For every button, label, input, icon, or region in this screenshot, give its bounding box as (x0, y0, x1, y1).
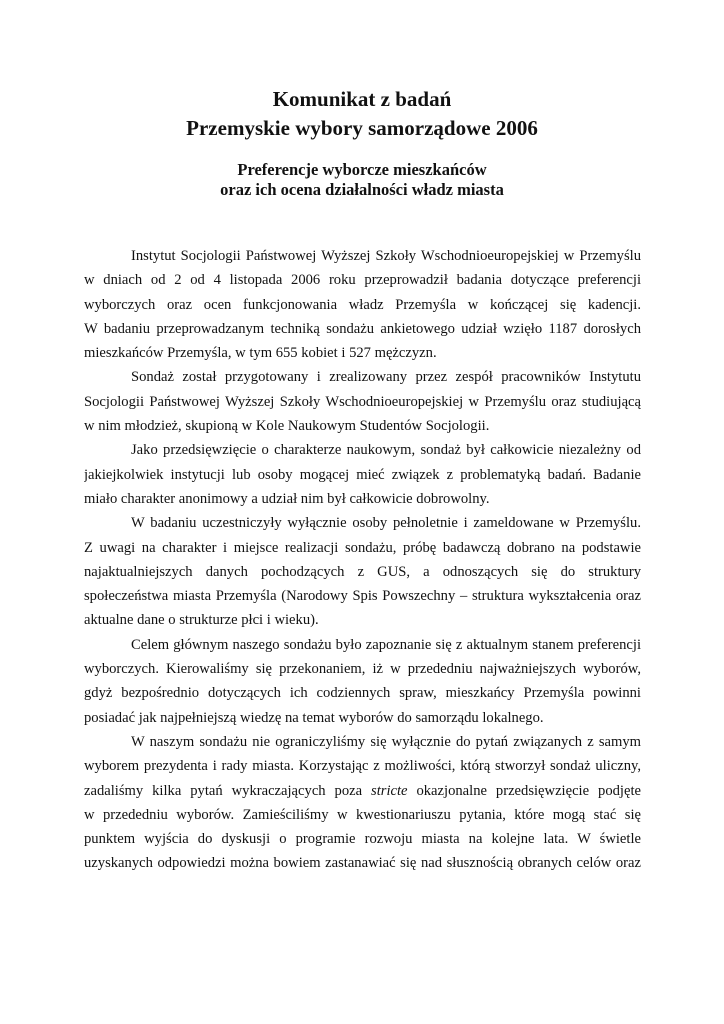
paragraph-6 (84, 730, 641, 876)
text-line: wyborczych. Kierowaliśmy się przekonaniem, iż w przededniu najważniejszych wyborów, (84, 661, 641, 678)
report-title-line-2: Przemyskie wybory samorządowe 2006 (186, 116, 538, 140)
text-line: Celem głównym naszego sondażu było zapoznanie się z aktualnym stanem preferencji (131, 636, 641, 653)
text-line: Jako przedsięwzięcie o charakterze naukowym, sondaż był całkowicie niezależny od (131, 442, 641, 459)
report-subtitle: Preferencje wyborcze mieszkańców (237, 160, 487, 179)
italic-term: stricte (371, 782, 408, 799)
text-segment: okazjonalne przedsięwzięcie podjęte (407, 782, 641, 799)
text-segment: zadaliśmy kilka pytań wykraczających poza (84, 782, 372, 799)
text-line: Instytut Socjologii Państwowej Wyższej Szkoły Wschodnioeuropejskiej w Przemyślu (131, 248, 641, 264)
text-line: uzyskanych odpowiedzi można bowiem zastanawiać się nad słusznością obranych celów oraz (84, 855, 641, 872)
text-line: gdyż bezpośrednio dotyczących ich codziennych spraw, mieszkańcy Przemyśla powinni (84, 685, 641, 702)
report-subtitle-line-2: oraz ich ocena działalności władz miasta (220, 180, 504, 199)
text-line: miało charakter anonimowy a udział nim był całkowicie dobrowolny. (84, 490, 490, 507)
text-line-with-italic (84, 779, 641, 803)
report-title: Komunikat z badań (272, 87, 452, 111)
text-line: jakiejkolwiek instytucji lub osoby mogącej mieć związek z problematyką badań. Badanie (84, 466, 641, 483)
text-line: W naszym sondażu nie ograniczyliśmy się wyłącznie do pytań związanych z samym (131, 733, 641, 750)
text-line: posiadać jak najpełniejszą wiedzę na temat wyborów do samorządu lokalnego. (84, 709, 544, 726)
text-line: Socjologii Państwowej Wyższej Szkoły Wschodnioeuropejskiej w Przemyślu oraz studiującą (84, 393, 641, 410)
text-line: wyborem prezydenta i rady miasta. Korzystając z możliwości, którą stworzył sondaż uliczny, (84, 758, 641, 775)
text-line: w nim młodzież, skupioną w Kole Naukowym Studentów Socjologii. (84, 418, 490, 435)
text-line: wyborczych oraz ocen funkcjonowania władz Przemyśla w kończącej się kadencji. (84, 296, 641, 313)
paragraph-1 (84, 244, 641, 365)
text-line: Z uwagi na charakter i miejsce realizacji sondażu, próbę badawczą dobrano na podstawie (84, 539, 641, 556)
report-body (84, 244, 641, 876)
text-line: Sondaż został przygotowany i zrealizowany przez zespół pracowników Instytutu (131, 369, 641, 386)
text-line: W badaniu przeprowadzanym techniką sondażu ankietowego udział wzięło 1187 dorosłych (84, 320, 641, 337)
text-line: W badaniu uczestniczyły wyłącznie osoby pełnoletnie i zameldowane w Przemyślu. (131, 515, 641, 532)
paragraph-5 (84, 633, 641, 730)
text-line: aktualne dane o strukturze płci i wieku). (84, 612, 319, 629)
text-line: w dniach od 2 od 4 listopada 2006 roku przeprowadził badania dotyczące preferencji (84, 272, 641, 289)
paragraph-3 (84, 438, 641, 511)
text-line: mieszkańców Przemyśla, w tym 655 kobiet i 527 mężczyzn. (84, 345, 437, 362)
paragraph-4 (84, 511, 641, 632)
text-line: społeczeństwa miasta Przemyśla (Narodowy Spis Powszechny – struktura wykształcenia oraz (84, 588, 641, 605)
text-line: w przededniu wyborów. Zamieściliśmy w kwestionariuszu pytania, które mogą stać się (84, 806, 641, 823)
paragraph-2 (84, 365, 641, 438)
text-line: najaktualniejszych danych pochodzących z GUS, a odnoszących się do struktury (84, 563, 641, 580)
text-line: punktem wyjścia do dyskusji o programie rozwoju miasta na kolejne lata. W świetle (84, 831, 641, 848)
